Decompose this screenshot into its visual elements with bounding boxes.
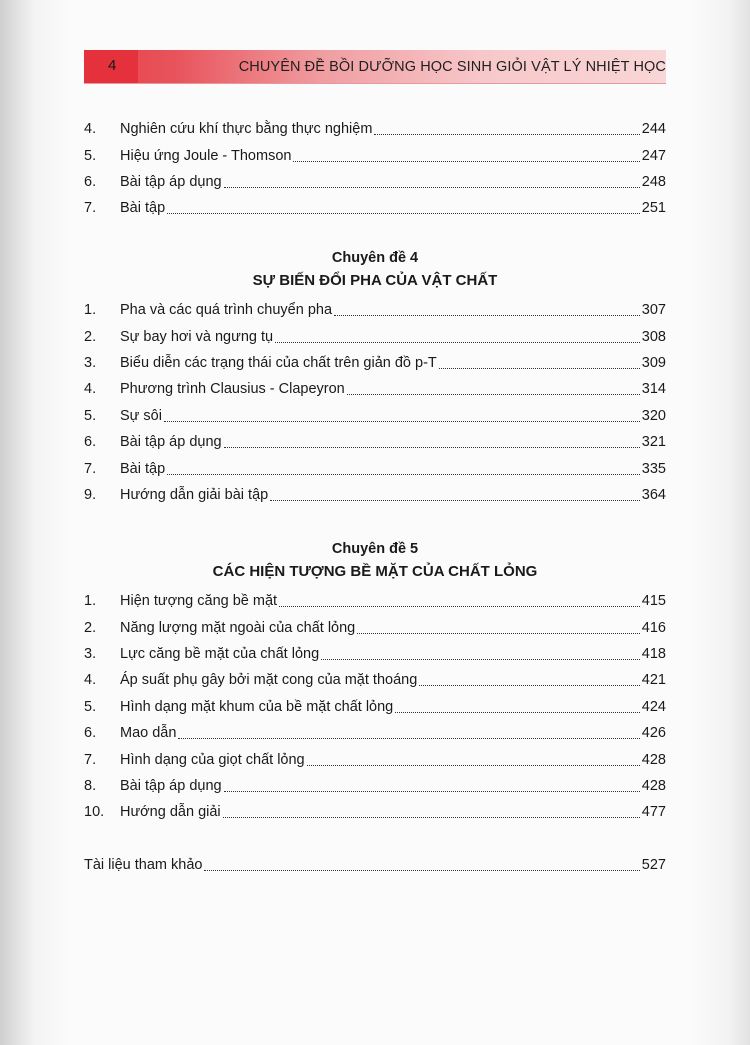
toc-entry-title: Hướng dẫn giải bài tập [120,486,269,503]
chapter4-toc-list [84,297,666,508]
toc-entry[interactable] [84,773,666,799]
toc-entry-number: 5. [84,698,97,715]
dot-leader [334,314,640,316]
dot-leader [321,658,640,660]
toc-entry-title: Bài tập áp dụng [120,173,222,190]
dot-leader [419,684,640,686]
toc-entry[interactable] [84,588,666,614]
toc-entry-title: Biểu diễn các trạng thái của chất trên giản đồ p-T [120,354,437,371]
toc-entry-title: Hiện tượng căng bề mặt [120,593,278,610]
toc-entry-number: 5. [84,147,97,164]
toc-entry-page: 248 [641,173,666,190]
dot-leader [374,133,639,135]
toc-entry-page: 428 [641,751,666,768]
toc-entry[interactable] [84,746,666,772]
references-entry-container [84,852,666,878]
toc-entry-number: 8. [84,777,97,794]
toc-entry-page: 314 [641,381,666,398]
dot-leader [439,367,640,369]
toc-entry-page: 477 [641,804,666,821]
toc-entry-title: Bài tập [120,460,166,477]
dot-leader [178,737,639,739]
references-title: Tài liệu tham khảo [84,857,203,874]
toc-entry-page: 416 [641,619,666,636]
chapter-label: Chuyên đề 5 [331,541,419,557]
toc-entry-page: 309 [641,354,666,371]
toc-entry-page: 307 [641,302,666,319]
page-number: 4 [108,57,117,74]
dot-leader [279,605,640,607]
toc-entry-number: 1. [84,302,97,319]
toc-entry-title: Sự bay hơi và ngưng tụ [120,328,274,345]
toc-entry[interactable] [84,376,666,402]
toc-entry-page: 424 [641,698,666,715]
dot-leader [167,473,640,475]
toc-entry-number: 4. [84,381,97,398]
toc-entry[interactable] [84,142,666,168]
chapter-label: Chuyên đề 4 [331,250,419,266]
dot-leader [307,764,640,766]
toc-entry[interactable] [84,403,666,429]
toc-entry-title: Hình dạng của giọt chất lỏng [120,751,305,768]
page-header [84,50,666,83]
dot-leader [275,341,640,343]
toc-entry[interactable] [84,429,666,455]
dot-leader [167,212,640,214]
toc-entry-title: Bài tập [120,200,166,217]
header-divider [84,83,666,84]
dot-leader [224,186,640,188]
toc-entry-page: 247 [641,147,666,164]
toc-entry[interactable] [84,482,666,508]
toc-entry-number: 9. [84,486,97,503]
toc-entry-number: 3. [84,645,97,662]
toc-entry-number: 10. [84,804,105,821]
toc-entry-number: 2. [84,619,97,636]
dot-leader [357,632,640,634]
toc-entry-number: 1. [84,593,97,610]
toc-entry-title: Bài tập áp dụng [120,777,222,794]
toc-entry-number: 5. [84,407,97,424]
toc-entry[interactable] [84,350,666,376]
references-entry[interactable] [84,852,666,878]
chapter5-heading [84,538,666,584]
toc-entry-page: 364 [641,486,666,503]
toc-entry-title: Nghiên cứu khí thực bằng thực nghiệm [120,121,373,138]
toc-entry-title: Phương trình Clausius - Clapeyron [120,381,345,398]
toc-entry-page: 244 [641,121,666,138]
toc-entry[interactable] [84,641,666,667]
toc-entry-number: 6. [84,725,97,742]
toc-entry[interactable] [84,116,666,142]
toc-entry-title: Hiệu ứng Joule - Thomson [120,147,292,164]
toc-entry-number: 2. [84,328,97,345]
toc-entry-number: 4. [84,121,97,138]
dot-leader [224,790,640,792]
references-page: 527 [641,857,666,874]
toc-entry-page: 308 [641,328,666,345]
toc-entry-page: 428 [641,777,666,794]
toc-entry[interactable] [84,614,666,640]
dot-leader [347,393,640,395]
toc-entry-title: Hướng dẫn giải [120,804,221,821]
toc-entry-page: 251 [641,200,666,217]
toc-entry-number: 6. [84,173,97,190]
toc-entry[interactable] [84,720,666,746]
chapter4-heading [84,247,666,293]
toc-entry[interactable] [84,169,666,195]
toc-entry-title: Bài tập áp dụng [120,434,222,451]
chapter5-toc-list [84,588,666,826]
toc-entry-title: Hình dạng mặt khum của bề mặt chất lỏng [120,698,394,715]
toc-entry-page: 321 [641,434,666,451]
dot-leader [223,816,640,818]
toc-entry-number: 3. [84,354,97,371]
toc-entry-title: Sự sôi [120,407,162,424]
toc-entry-page: 415 [641,593,666,610]
chapter3-toc-list [84,116,666,222]
toc-entry[interactable] [84,297,666,323]
toc-entry-number: 4. [84,672,97,689]
toc-entry-number: 7. [84,751,97,768]
dot-leader [293,160,639,162]
toc-entry-title: Áp suất phụ gây bởi mặt cong của mặt thoáng [120,672,418,689]
toc-entry-number: 7. [84,460,97,477]
dot-leader [270,499,640,501]
chapter-title: SỰ BIẾN ĐỔI PHA CỦA VẬT CHẤT [252,272,498,289]
toc-entry-title: Năng lượng mặt ngoài của chất lỏng [120,619,356,636]
dot-leader [395,711,640,713]
toc-entry-page: 320 [641,407,666,424]
toc-entry-page: 335 [641,460,666,477]
toc-entry-page: 421 [641,672,666,689]
toc-entry-number: 7. [84,200,97,217]
toc-entry-title: Pha và các quá trình chuyển pha [120,302,333,319]
toc-entry[interactable] [84,323,666,349]
toc-entry-number: 6. [84,434,97,451]
dot-leader [224,446,640,448]
dot-leader [204,869,639,871]
chapter-title: CÁC HIỆN TƯỢNG BỀ MẶT CỦA CHẤT LỎNG [212,563,538,580]
toc-entry[interactable] [84,455,666,481]
toc-entry[interactable] [84,667,666,693]
toc-entry[interactable] [84,195,666,221]
dot-leader [164,420,640,422]
toc-entry-title: Lực căng bề mặt của chất lỏng [120,645,320,662]
toc-entry[interactable] [84,799,666,825]
toc-entry-page: 418 [641,645,666,662]
toc-entry-page: 426 [641,725,666,742]
toc-entry[interactable] [84,694,666,720]
book-title: CHUYÊN ĐỀ BỒI DƯỠNG HỌC SINH GIỎI VẬT LÝ NHIỆT HỌC [238,59,666,75]
toc-entry-title: Mao dẫn [120,725,177,742]
